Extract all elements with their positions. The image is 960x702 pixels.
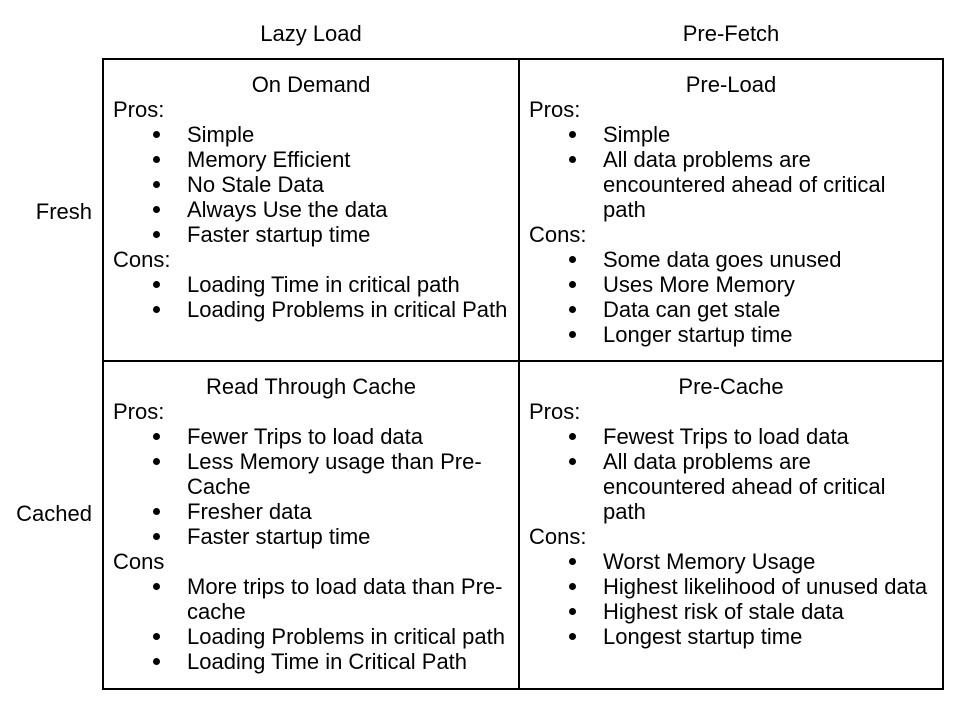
bullet-icon	[153, 508, 160, 515]
list-item-text: Longest startup time	[603, 624, 803, 649]
bullet-icon	[153, 231, 160, 238]
list-item	[113, 449, 510, 499]
bullet-icon	[153, 281, 160, 288]
cell-pre-cache	[520, 362, 942, 688]
list-item-text: Uses More Memory	[603, 272, 795, 297]
bullet-icon	[153, 156, 160, 163]
column-header-pre-fetch: Pre-Fetch	[682, 21, 780, 46]
bullet-icon	[153, 433, 160, 440]
pros-list	[113, 122, 510, 247]
bullet-icon	[153, 633, 160, 640]
list-item-text: All data problems are encountered ahead of critical path	[603, 147, 886, 222]
list-item	[113, 574, 510, 624]
cell-pre-load	[520, 60, 942, 362]
list-item	[113, 272, 510, 297]
bullet-icon	[569, 156, 576, 163]
list-item	[529, 247, 930, 272]
cell-title: Pre-Load	[685, 72, 777, 97]
bullet-icon	[569, 131, 576, 138]
cons-label: Cons:	[113, 247, 171, 272]
list-item	[529, 599, 930, 624]
list-item	[529, 449, 930, 524]
list-item-text: Highest likelihood of unused data	[603, 574, 928, 599]
list-item-text: Simple	[603, 122, 671, 147]
list-item-text: Longer startup time	[603, 322, 793, 347]
list-item	[529, 549, 930, 574]
list-item-text: Simple	[187, 122, 255, 147]
list-item	[529, 122, 930, 147]
column-header-lazy-load: Lazy Load	[260, 21, 362, 46]
pros-label: Pros:	[529, 97, 581, 122]
row-label-fresh: Fresh	[35, 199, 92, 224]
list-item	[529, 624, 930, 649]
list-item-text: Loading Time in critical path	[187, 272, 460, 297]
list-item	[113, 172, 510, 197]
bullet-icon	[569, 608, 576, 615]
list-item-text: More trips to load data than Pre-cache	[187, 574, 503, 624]
list-item	[113, 499, 510, 524]
cons-label: Cons:	[529, 524, 587, 549]
bullet-icon	[569, 558, 576, 565]
cons-list	[529, 549, 930, 649]
list-item	[113, 222, 510, 247]
list-item-text: All data problems are encountered ahead of critical path	[603, 449, 886, 524]
bullet-icon	[569, 331, 576, 338]
list-item	[529, 272, 930, 297]
list-item	[113, 197, 510, 222]
bullet-icon	[153, 131, 160, 138]
bullet-icon	[569, 306, 576, 313]
bullet-icon	[569, 633, 576, 640]
list-item-text: Data can get stale	[603, 297, 781, 322]
list-item-text: No Stale Data	[187, 172, 324, 197]
cons-list	[113, 272, 510, 322]
list-item	[113, 297, 510, 322]
list-item-text: Faster startup time	[187, 524, 371, 549]
list-item	[529, 297, 930, 322]
list-item-text: Fewer Trips to load data	[187, 424, 424, 449]
cell-title: Pre-Cache	[678, 374, 784, 399]
bullet-icon	[569, 281, 576, 288]
list-item-text: Loading Problems in critical Path	[187, 297, 508, 322]
cell-read-through-cache	[104, 362, 520, 688]
bullet-icon	[153, 181, 160, 188]
pros-label: Pros:	[113, 399, 165, 424]
bullet-icon	[153, 583, 160, 590]
cons-list	[529, 247, 930, 347]
list-item	[113, 147, 510, 172]
bullet-icon	[153, 306, 160, 313]
bullet-icon	[153, 658, 160, 665]
list-item-text: Loading Time in Critical Path	[187, 649, 468, 674]
list-item	[529, 322, 930, 347]
cons-label: Cons:	[529, 222, 587, 247]
list-item	[529, 424, 930, 449]
row-label-cached: Cached	[16, 501, 92, 526]
bullet-icon	[569, 583, 576, 590]
list-item-text: Faster startup time	[187, 222, 371, 247]
bullet-icon	[569, 458, 576, 465]
bullet-icon	[569, 433, 576, 440]
list-item	[529, 574, 930, 599]
bullet-icon	[153, 458, 160, 465]
list-item	[113, 649, 510, 674]
list-item-text: Fresher data	[187, 499, 312, 524]
list-item	[113, 424, 510, 449]
bullet-icon	[569, 256, 576, 263]
list-item-text: Highest risk of stale data	[603, 599, 844, 624]
bullet-icon	[153, 206, 160, 213]
pros-list	[113, 424, 510, 549]
cell-title: On Demand	[251, 72, 371, 97]
pros-label: Pros:	[529, 399, 581, 424]
bullet-icon	[153, 533, 160, 540]
list-item-text: Worst Memory Usage	[603, 549, 816, 574]
list-item	[113, 624, 510, 649]
list-item-text: Loading Problems in critical path	[187, 624, 505, 649]
list-item	[113, 122, 510, 147]
list-item	[113, 524, 510, 549]
cell-title: Read Through Cache	[206, 374, 416, 399]
list-item-text: Memory Efficient	[187, 147, 351, 172]
cons-list	[113, 574, 510, 674]
list-item-text: Always Use the data	[187, 197, 388, 222]
cons-label: Cons	[113, 549, 165, 574]
pros-list	[529, 122, 930, 222]
list-item	[529, 147, 930, 222]
list-item-text: Fewest Trips to load data	[603, 424, 849, 449]
list-item-text: Some data goes unused	[603, 247, 842, 272]
list-item-text: Less Memory usage than Pre-Cache	[187, 449, 482, 499]
pros-list	[529, 424, 930, 524]
matrix-table	[102, 58, 944, 690]
cell-on-demand	[104, 60, 520, 362]
pros-label: Pros:	[113, 97, 165, 122]
